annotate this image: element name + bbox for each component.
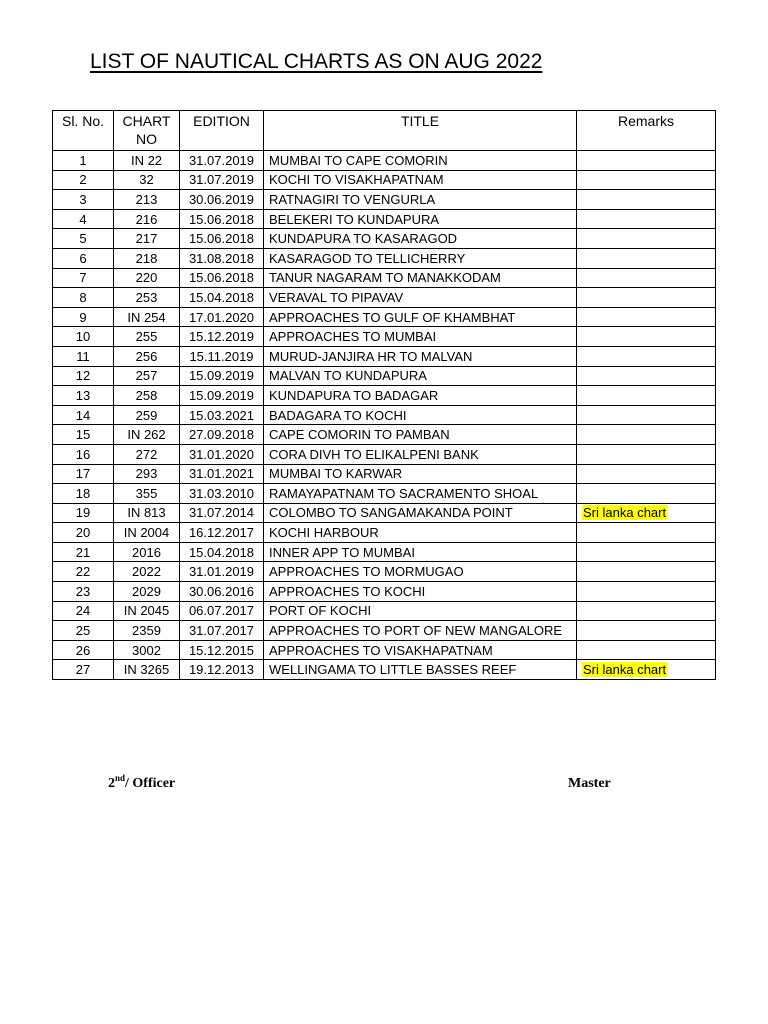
header-sl-no: Sl. No.: [53, 111, 114, 151]
cell-chart-no: 32: [114, 170, 180, 190]
cell-chart-no: 355: [114, 484, 180, 504]
cell-chart-no: 259: [114, 405, 180, 425]
cell-remarks: [577, 621, 716, 641]
cell-sl-no: 18: [53, 484, 114, 504]
cell-sl-no: 2: [53, 170, 114, 190]
table-row: [53, 601, 716, 621]
cell-edition: 15.06.2018: [180, 268, 264, 288]
cell-title: KOCHI HARBOUR: [264, 523, 577, 543]
table-row: [53, 386, 716, 406]
cell-edition: 15.04.2018: [180, 542, 264, 562]
table-row: [53, 484, 716, 504]
cell-sl-no: 27: [53, 660, 114, 680]
cell-remarks: [577, 484, 716, 504]
cell-sl-no: 17: [53, 464, 114, 484]
cell-sl-no: 6: [53, 248, 114, 268]
table-row: [53, 640, 716, 660]
cell-edition: 31.01.2020: [180, 444, 264, 464]
table-row: [53, 523, 716, 543]
cell-chart-no: IN 254: [114, 307, 180, 327]
cell-remarks: [577, 601, 716, 621]
cell-edition: 15.06.2018: [180, 209, 264, 229]
cell-edition: 27.09.2018: [180, 425, 264, 445]
cell-edition: 31.07.2019: [180, 170, 264, 190]
cell-chart-no: 213: [114, 190, 180, 210]
table-row: [53, 660, 716, 680]
cell-title: CAPE COMORIN TO PAMBAN: [264, 425, 577, 445]
second-officer-superscript: nd: [115, 773, 126, 783]
cell-chart-no: 256: [114, 346, 180, 366]
master-signature-label: Master: [568, 776, 611, 791]
second-officer-suffix: / Officer: [125, 776, 176, 791]
cell-title: MUMBAI TO KARWAR: [264, 464, 577, 484]
cell-sl-no: 3: [53, 190, 114, 210]
cell-sl-no: 21: [53, 542, 114, 562]
cell-remarks: [577, 327, 716, 347]
second-officer-prefix: 2: [108, 776, 115, 791]
cell-edition: 15.03.2021: [180, 405, 264, 425]
cell-sl-no: 7: [53, 268, 114, 288]
cell-edition: 31.01.2021: [180, 464, 264, 484]
cell-title: APPROACHES TO VISAKHAPATNAM: [264, 640, 577, 660]
cell-edition: 31.07.2019: [180, 151, 264, 171]
table-row: [53, 170, 716, 190]
cell-title: WELLINGAMA TO LITTLE BASSES REEF: [264, 660, 577, 680]
cell-title: TANUR NAGARAM TO MANAKKODAM: [264, 268, 577, 288]
cell-remarks: [577, 444, 716, 464]
cell-sl-no: 13: [53, 386, 114, 406]
cell-sl-no: 25: [53, 621, 114, 641]
cell-chart-no: IN 813: [114, 503, 180, 523]
cell-chart-no: 2022: [114, 562, 180, 582]
cell-sl-no: 24: [53, 601, 114, 621]
cell-chart-no: 272: [114, 444, 180, 464]
table-row: [53, 209, 716, 229]
cell-sl-no: 26: [53, 640, 114, 660]
cell-chart-no: IN 22: [114, 151, 180, 171]
cell-edition: 15.11.2019: [180, 346, 264, 366]
cell-remarks: [577, 268, 716, 288]
cell-edition: 31.08.2018: [180, 248, 264, 268]
table-row: [53, 288, 716, 308]
header-chart-no: [114, 111, 180, 151]
cell-sl-no: 11: [53, 346, 114, 366]
table-row: [53, 346, 716, 366]
table-row: [53, 327, 716, 347]
cell-title: RAMAYAPATNAM TO SACRAMENTO SHOAL: [264, 484, 577, 504]
cell-sl-no: 10: [53, 327, 114, 347]
cell-chart-no: 3002: [114, 640, 180, 660]
cell-edition: 19.12.2013: [180, 660, 264, 680]
cell-title: PORT OF KOCHI: [264, 601, 577, 621]
cell-edition: 31.07.2017: [180, 621, 264, 641]
cell-chart-no: 2016: [114, 542, 180, 562]
cell-chart-no: 253: [114, 288, 180, 308]
cell-chart-no: IN 3265: [114, 660, 180, 680]
cell-sl-no: 22: [53, 562, 114, 582]
cell-remarks: [577, 640, 716, 660]
cell-sl-no: 5: [53, 229, 114, 249]
cell-edition: 15.09.2019: [180, 386, 264, 406]
table-row: [53, 444, 716, 464]
cell-edition: 17.01.2020: [180, 307, 264, 327]
header-remarks: Remarks: [577, 111, 716, 151]
cell-title: APPROACHES TO PORT OF NEW MANGALORE: [264, 621, 577, 641]
cell-sl-no: 4: [53, 209, 114, 229]
cell-title: RATNAGIRI TO VENGURLA: [264, 190, 577, 210]
cell-title: MALVAN TO KUNDAPURA: [264, 366, 577, 386]
cell-edition: 15.12.2019: [180, 327, 264, 347]
cell-remarks: [577, 209, 716, 229]
cell-remarks: [577, 425, 716, 445]
header-chart-no-line1: CHART: [122, 113, 171, 129]
cell-remarks: [577, 542, 716, 562]
cell-chart-no: 255: [114, 327, 180, 347]
cell-remarks: [577, 464, 716, 484]
cell-title: KOCHI TO VISAKHAPATNAM: [264, 170, 577, 190]
cell-title: CORA DIVH TO ELIKALPENI BANK: [264, 444, 577, 464]
cell-sl-no: 20: [53, 523, 114, 543]
cell-edition: 31.07.2014: [180, 503, 264, 523]
cell-sl-no: 12: [53, 366, 114, 386]
cell-title: KUNDAPURA TO BADAGAR: [264, 386, 577, 406]
cell-chart-no: 2359: [114, 621, 180, 641]
table-row: [53, 229, 716, 249]
cell-title: KUNDAPURA TO KASARAGOD: [264, 229, 577, 249]
cell-sl-no: 8: [53, 288, 114, 308]
cell-remarks: [577, 405, 716, 425]
table-row: [53, 542, 716, 562]
second-officer-signature-label: [108, 773, 176, 792]
cell-edition: 15.06.2018: [180, 229, 264, 249]
cell-edition: 16.12.2017: [180, 523, 264, 543]
cell-remarks: [577, 386, 716, 406]
remarks-highlight: Sri lanka chart: [583, 505, 667, 521]
table-row: [53, 464, 716, 484]
cell-chart-no: 2029: [114, 582, 180, 602]
cell-chart-no: 217: [114, 229, 180, 249]
cell-title: BADAGARA TO KOCHI: [264, 405, 577, 425]
table-row: [53, 366, 716, 386]
cell-remarks: [577, 366, 716, 386]
table-row: [53, 582, 716, 602]
cell-remarks: [577, 190, 716, 210]
cell-sl-no: 1: [53, 151, 114, 171]
cell-title: VERAVAL TO PIPAVAV: [264, 288, 577, 308]
cell-sl-no: 9: [53, 307, 114, 327]
cell-title: APPROACHES TO MORMUGAO: [264, 562, 577, 582]
cell-edition: 15.04.2018: [180, 288, 264, 308]
cell-title: INNER APP TO MUMBAI: [264, 542, 577, 562]
table-row: [53, 307, 716, 327]
header-chart-no-line2: NO: [136, 131, 157, 147]
remarks-highlight: Sri lanka chart: [583, 662, 667, 678]
cell-title: APPROACHES TO MUMBAI: [264, 327, 577, 347]
header-title: TITLE: [264, 111, 577, 151]
cell-chart-no: IN 262: [114, 425, 180, 445]
cell-title: APPROACHES TO GULF OF KHAMBHAT: [264, 307, 577, 327]
charts-table: [52, 110, 716, 680]
cell-edition: 30.06.2016: [180, 582, 264, 602]
cell-edition: 06.07.2017: [180, 601, 264, 621]
table-row: [53, 405, 716, 425]
cell-title: COLOMBO TO SANGAMAKANDA POINT: [264, 503, 577, 523]
cell-chart-no: 258: [114, 386, 180, 406]
table-row: [53, 503, 716, 523]
cell-edition: 31.01.2019: [180, 562, 264, 582]
cell-sl-no: 16: [53, 444, 114, 464]
cell-remarks: [577, 151, 716, 171]
cell-edition: 31.03.2010: [180, 484, 264, 504]
cell-chart-no: 218: [114, 248, 180, 268]
cell-sl-no: 23: [53, 582, 114, 602]
cell-title: BELEKERI TO KUNDAPURA: [264, 209, 577, 229]
cell-remarks: [577, 346, 716, 366]
table-row: [53, 248, 716, 268]
cell-remarks: [577, 523, 716, 543]
cell-chart-no: 220: [114, 268, 180, 288]
cell-remarks: [577, 288, 716, 308]
cell-chart-no: 293: [114, 464, 180, 484]
table-row: [53, 562, 716, 582]
cell-remarks: [577, 170, 716, 190]
cell-remarks: [577, 660, 716, 680]
cell-remarks: [577, 503, 716, 523]
cell-edition: 15.09.2019: [180, 366, 264, 386]
cell-remarks: [577, 307, 716, 327]
cell-remarks: [577, 562, 716, 582]
cell-chart-no: IN 2045: [114, 601, 180, 621]
cell-sl-no: 19: [53, 503, 114, 523]
cell-remarks: [577, 248, 716, 268]
table-row: [53, 425, 716, 445]
cell-title: MUMBAI TO CAPE COMORIN: [264, 151, 577, 171]
header-edition: EDITION: [180, 111, 264, 151]
cell-edition: 15.12.2015: [180, 640, 264, 660]
cell-chart-no: 257: [114, 366, 180, 386]
table-body: [53, 151, 716, 680]
table-header-row: [53, 111, 716, 151]
table-row: [53, 621, 716, 641]
cell-title: APPROACHES TO KOCHI: [264, 582, 577, 602]
cell-sl-no: 14: [53, 405, 114, 425]
cell-remarks: [577, 229, 716, 249]
cell-title: MURUD-JANJIRA HR TO MALVAN: [264, 346, 577, 366]
cell-edition: 30.06.2019: [180, 190, 264, 210]
table-row: [53, 190, 716, 210]
cell-chart-no: IN 2004: [114, 523, 180, 543]
cell-remarks: [577, 582, 716, 602]
cell-sl-no: 15: [53, 425, 114, 445]
cell-title: KASARAGOD TO TELLICHERRY: [264, 248, 577, 268]
cell-chart-no: 216: [114, 209, 180, 229]
page-title: LIST OF NAUTICAL CHARTS AS ON AUG 2022: [90, 50, 543, 73]
table-row: [53, 151, 716, 171]
table-row: [53, 268, 716, 288]
